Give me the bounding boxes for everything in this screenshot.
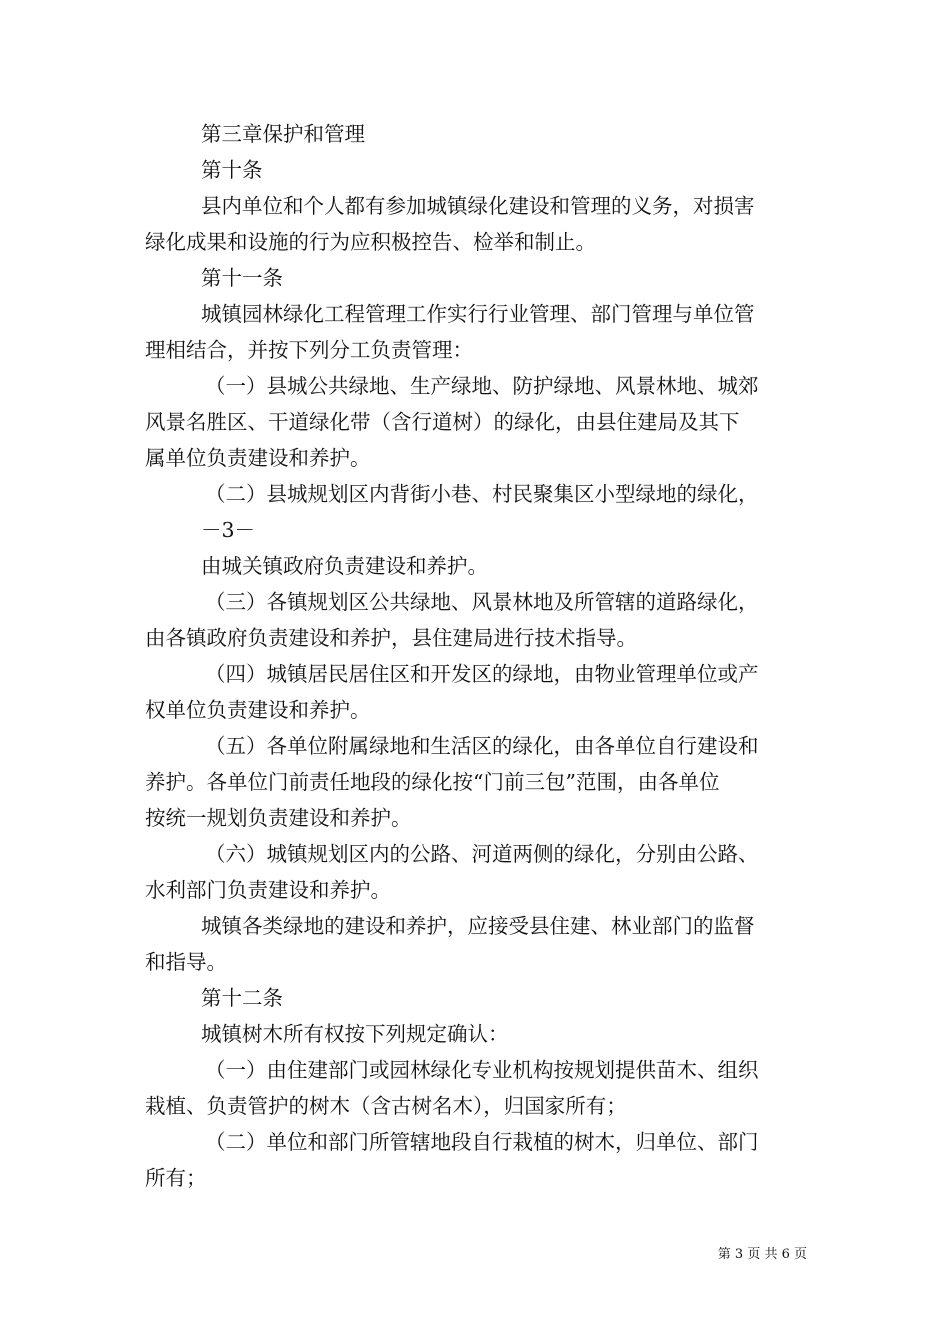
- text-line: 和指导。: [145, 950, 227, 974]
- text-line: 城镇各类绿地的建设和养护，应接受县住建、林业部门的监督: [201, 914, 755, 938]
- text-line: 县内单位和个人都有参加城镇绿化建设和管理的义务，对损害: [201, 194, 755, 218]
- list-item-line: （二）单位和部门所管辖地段自行栽植的树木，归单位、部门: [205, 1130, 759, 1154]
- list-item-line: （五）各单位附属绿地和生活区的绿化，由各单位自行建设和: [205, 734, 759, 758]
- text-line: 栽植、负责管护的树木（含古树名木），归国家所有；: [145, 1094, 627, 1118]
- text-line: 水利部门负责建设和养护。: [145, 878, 391, 902]
- inline-page-number: －3－: [201, 518, 256, 542]
- list-item-line: （一）县城公共绿地、生产绿地、防护绿地、风景林地、城郊: [205, 374, 759, 398]
- text-line: 所有；: [145, 1166, 207, 1190]
- article-heading: 第十二条: [201, 986, 283, 1010]
- list-item-line: （四）城镇居民居住区和开发区的绿地，由物业管理单位或产: [205, 662, 759, 686]
- list-item-line: （一）由住建部门或园林绿化专业机构按规划提供苗木、组织: [205, 1058, 759, 1082]
- text-line: 城镇树木所有权按下列规定确认：: [201, 1022, 509, 1046]
- article-heading: 第十条: [201, 158, 263, 182]
- list-item-line: （三）各镇规划区公共绿地、风景林地及所管辖的道路绿化，: [205, 590, 759, 614]
- text-line: 由各镇政府负责建设和养护，县住建局进行技术指导。: [145, 626, 637, 650]
- chapter-heading: 第三章保护和管理: [201, 122, 365, 146]
- document-body: [145, 116, 810, 1196]
- text-line: 由城关镇政府负责建设和养护。: [201, 554, 488, 578]
- text-line: 理相结合，并按下列分工负责管理：: [145, 338, 473, 362]
- text-line: 按统一规划负责建设和养护。: [145, 806, 412, 830]
- text-line: 权单位负责建设和养护。: [145, 698, 371, 722]
- article-heading: 第十一条: [201, 266, 283, 290]
- text-line: 养护。各单位门前责任地段的绿化按“门前三包”范围，由各单位: [145, 770, 720, 794]
- text-line: 城镇园林绿化工程管理工作实行行业管理、部门管理与单位管: [201, 302, 755, 326]
- text-line: 属单位负责建设和养护。: [145, 446, 371, 470]
- text-line: 绿化成果和设施的行为应积极控告、检举和制止。: [145, 230, 596, 254]
- list-item-line: （二）县城规划区内背街小巷、村民聚集区小型绿地的绿化，: [205, 482, 759, 506]
- list-item-line: （六）城镇规划区内的公路、河道两侧的绿化，分别由公路、: [205, 842, 759, 866]
- page-footer-label: 第 3 页 共 6 页: [717, 1247, 807, 1262]
- text-line: 风景名胜区、干道绿化带（含行道树）的绿化，由县住建局及其下: [145, 410, 740, 434]
